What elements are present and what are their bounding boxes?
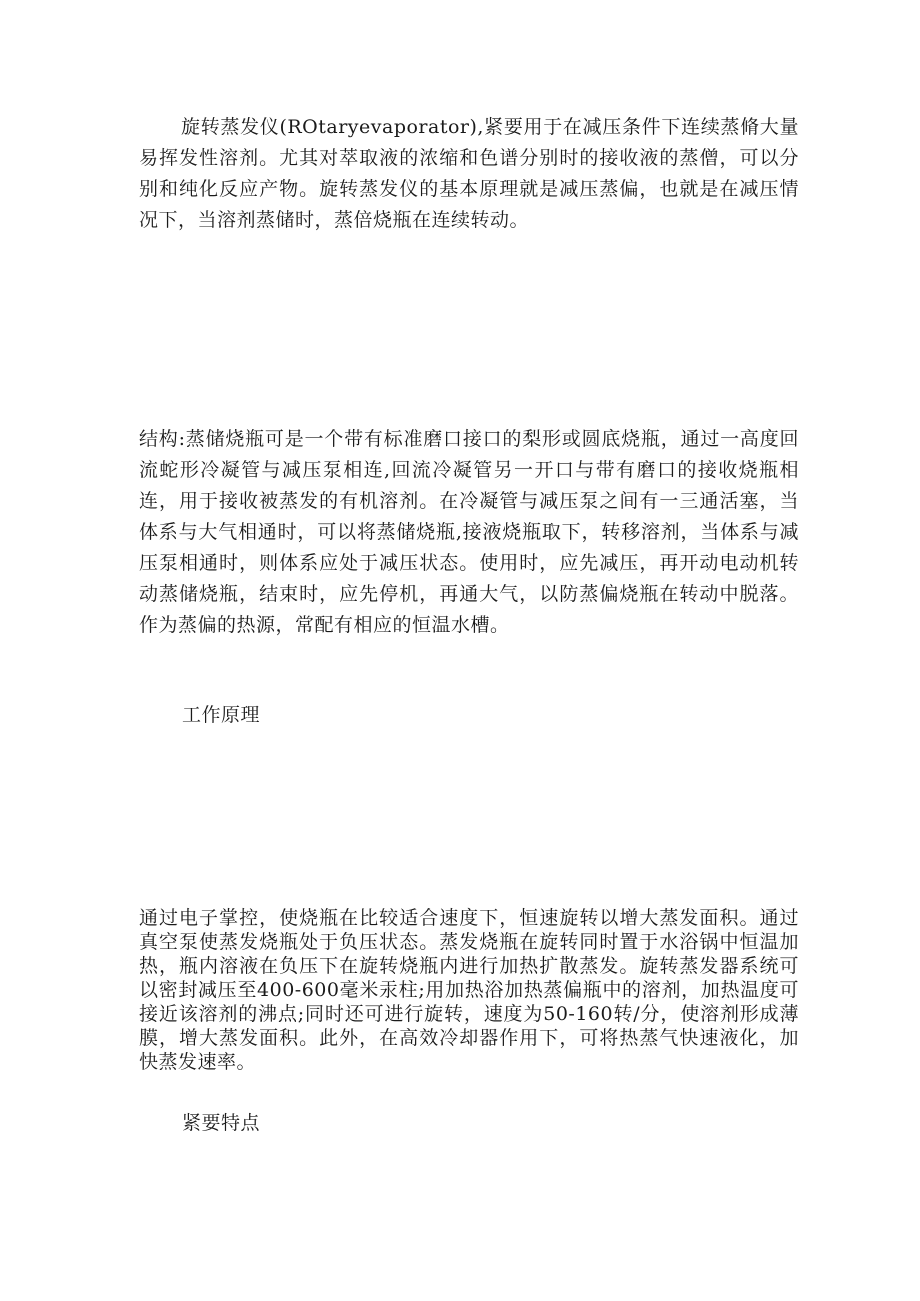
working-principle-paragraph: 通过电子掌控，使烧瓶在比较适合速度下，恒速旋转以增大蒸发面积。通过真空泵使蒸发烧瓶处于负压状态。蒸发烧瓶在旋转同时置于水浴锅中恒温加热，瓶内溶液在负压下在旋转烧瓶内进行加热扩散蒸发。旋转蒸发器系统可以密封减压至400-600毫米汞柱;用加热浴加热蒸偏瓶中的溶剂，加热温度可接近该溶剂的沸点;同时还可进行旋转，速度为50-160转/分，使溶剂形成薄膜，增大蒸发面积。此外，在高效冷却器作用下，可将热蒸气快速液化，加快蒸发速率。: [139, 907, 799, 1073]
section-heading-main-features: 紧要特点: [182, 1112, 261, 1134]
section-heading-working-principle: 工作原理: [182, 704, 261, 726]
intro-paragraph: 旋转蒸发仪(ROtaryevaporator),紧要用于在减压条件下连续蒸脩大量易挥发性溶剂。尤其对萃取液的浓缩和色谱分别时的接收液的蒸僧，可以分别和纯化反应产物。旋转蒸发仪的基本原理就是减压蒸偏，也就是在减压情况下，当溶剂蒸储时，蒸倍烧瓶在连续转动。: [139, 116, 799, 231]
structure-paragraph: 结构:蒸储烧瓶可是一个带有标准磨口接口的梨形或圆底烧瓶，通过一高度回流蛇形冷凝管与减压泵相连,回流冷凝管另一开口与带有磨口的接收烧瓶相连，用于接收被蒸发的有机溶剂。在冷凝管与减压泵之间有一三通活塞，当体系与大气相通时，可以将蒸储烧瓶,接液烧瓶取下，转移溶剂，当体系与减压泵相通时，则体系应处于减压状态。使用时，应先减压，再开动电动机转动蒸储烧瓶，结束时，应先停机，再通大气，以防蒸偏烧瓶在转动中脱落。作为蒸偏的热源，常配有相应的恒温水槽。: [139, 428, 799, 636]
